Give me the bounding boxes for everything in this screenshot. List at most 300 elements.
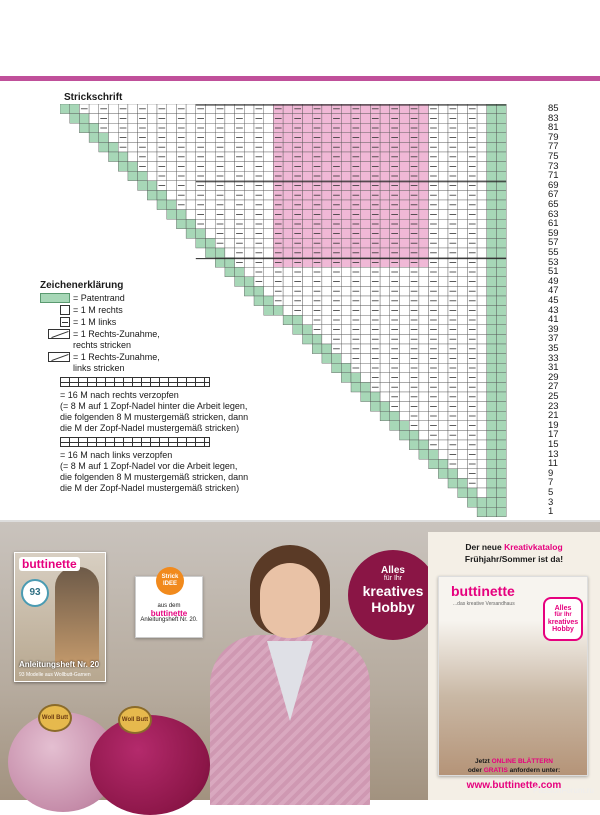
chart-cell <box>458 162 468 172</box>
chart-cell <box>458 229 468 239</box>
chart-cell <box>167 171 177 181</box>
chart-cell <box>361 277 371 287</box>
chart-cell <box>167 210 177 220</box>
chart-cell <box>303 277 313 287</box>
chart-cell <box>497 478 507 488</box>
chart-title: Strickschrift <box>64 92 123 103</box>
chart-cell <box>458 171 468 181</box>
chart-cell <box>283 200 293 210</box>
legend <box>40 280 270 494</box>
chart-cell <box>400 402 410 412</box>
row-number: 27 <box>548 381 559 393</box>
row-number: 35 <box>548 343 559 354</box>
chart-cell <box>487 450 497 460</box>
chart-cell <box>477 498 487 508</box>
chart-cell <box>419 190 429 200</box>
chart-cell <box>89 123 99 133</box>
green-stitches-icon <box>40 293 70 303</box>
chart-cell <box>438 123 448 133</box>
chart-cell <box>477 315 487 325</box>
chart-cell <box>487 373 497 383</box>
chart-cell <box>380 162 390 172</box>
chart-cell <box>497 210 507 220</box>
chart-cell <box>244 248 254 258</box>
chart-cell <box>264 123 274 133</box>
chart-cell <box>438 296 448 306</box>
chart-cell <box>225 229 235 239</box>
chart-cell <box>477 306 487 316</box>
chart-cell <box>400 267 410 277</box>
chart-cell <box>497 430 507 440</box>
chart-cell <box>322 306 332 316</box>
chart-cell <box>458 354 468 364</box>
chart-cell <box>380 229 390 239</box>
cable-left-icon <box>60 437 210 447</box>
row-number: 15 <box>548 439 559 450</box>
chart-cell <box>429 450 439 460</box>
chart-cell <box>477 402 487 412</box>
row-number: 73 <box>548 160 559 172</box>
chart-cell <box>477 363 487 373</box>
chart-cell <box>303 229 313 239</box>
chart-cell <box>497 411 507 421</box>
chart-cell <box>477 392 487 402</box>
chart-cell <box>438 402 448 412</box>
chart-cell <box>438 440 448 450</box>
chart-cell <box>487 507 497 517</box>
chart-cell <box>497 114 507 124</box>
chart-cell <box>438 363 448 373</box>
chart-cell <box>380 363 390 373</box>
magazine-brand: buttinette <box>19 557 80 571</box>
chart-cell <box>283 238 293 248</box>
chart-cell <box>341 248 351 258</box>
chart-cell <box>477 267 487 277</box>
chart-cell <box>497 507 507 517</box>
chart-cell <box>128 114 138 124</box>
chart-cell <box>380 354 390 364</box>
chart-cell <box>312 344 322 354</box>
chart-cell <box>322 286 332 296</box>
chart-cell <box>497 123 507 133</box>
chart-cell <box>70 104 80 114</box>
chart-cell <box>322 219 332 229</box>
chart-cell <box>147 133 157 143</box>
chart-cell <box>477 238 487 248</box>
row-number: 57 <box>548 237 559 249</box>
chart-cell <box>186 200 196 210</box>
chart-cell <box>477 411 487 421</box>
chart-cell <box>477 450 487 460</box>
chart-cell <box>477 430 487 440</box>
chart-cell <box>147 114 157 124</box>
chart-cell <box>400 306 410 316</box>
chart-cell <box>341 162 351 172</box>
chart-cell <box>487 296 497 306</box>
legend-title: Zeichenerklärung <box>40 280 124 291</box>
chart-cell <box>361 354 371 364</box>
chart-cell <box>438 450 448 460</box>
chart-cell <box>283 306 293 316</box>
chart-cell <box>380 325 390 335</box>
chart-cell <box>487 190 497 200</box>
chart-cell <box>477 162 487 172</box>
chart-cell <box>448 469 458 479</box>
chart-cell <box>283 123 293 133</box>
chart-cell <box>303 210 313 220</box>
chart-cell <box>196 238 206 248</box>
chart-cell <box>225 142 235 152</box>
chart-cell <box>409 430 419 440</box>
chart-cell <box>341 152 351 162</box>
chart-cell <box>186 162 196 172</box>
chart-cell <box>341 171 351 181</box>
chart-cell <box>361 114 371 124</box>
chart-cell <box>312 334 322 344</box>
chart-cell <box>497 392 507 402</box>
chart-cell <box>380 402 390 412</box>
chart-cell <box>497 142 507 152</box>
chart-cell <box>206 219 216 229</box>
chart-cell <box>303 171 313 181</box>
row-number: 3 <box>548 496 554 508</box>
chart-cell <box>264 114 274 124</box>
chart-cell <box>225 123 235 133</box>
chart-cell <box>147 104 157 114</box>
chart-cell <box>283 277 293 287</box>
chart-cell <box>419 267 429 277</box>
chart-cell <box>477 459 487 469</box>
chart-cell <box>186 114 196 124</box>
chart-cell <box>400 277 410 287</box>
catalog-url-link[interactable]: www.buttinette.com <box>466 780 562 791</box>
chart-cell <box>458 382 468 392</box>
chart-cell <box>400 392 410 402</box>
legend-item-links: = 1 M links <box>60 317 270 328</box>
chart-cell <box>419 392 429 402</box>
chart-cell <box>341 373 351 383</box>
chart-cell <box>477 334 487 344</box>
chart-cell <box>438 171 448 181</box>
chart-cell <box>438 162 448 172</box>
chart-cell <box>497 277 507 287</box>
chart-cell <box>351 382 361 392</box>
chart-cell <box>244 210 254 220</box>
chart-cell <box>400 190 410 200</box>
chart-cell <box>487 440 497 450</box>
legend-item-cable-right: = 16 M nach rechts verzopfen (= 8 M auf 1 Zopf-Nadel hinter die Arbeit legen, die folgenden 8 M mustergemäß stricken, dann die M der Zopf-Nadel mustergemäß stricken) <box>60 377 270 434</box>
row-number: 9 <box>548 467 554 479</box>
row-number: 5 <box>548 487 554 498</box>
increase-left-icon <box>48 352 70 362</box>
yarn-label-icon: Woll Butt <box>38 704 72 732</box>
chart-cell <box>419 142 429 152</box>
chart-cell <box>487 286 497 296</box>
chart-cell <box>458 478 468 488</box>
chart-cell <box>400 152 410 162</box>
chart-cell <box>487 114 497 124</box>
yarn-ball-berry <box>90 715 210 815</box>
chart-cell <box>497 498 507 508</box>
chart-cell <box>264 229 274 239</box>
chart-cell <box>487 430 497 440</box>
chart-cell <box>487 306 497 316</box>
chart-cell <box>361 210 371 220</box>
chart-cell <box>341 334 351 344</box>
chart-cell <box>186 229 196 239</box>
chart-cell <box>341 344 351 354</box>
chart-cell <box>147 190 157 200</box>
chart-cell <box>206 200 216 210</box>
chart-cell <box>303 315 313 325</box>
chart-cell <box>128 152 138 162</box>
magazine-subtitle: 93 Modelle aus Wollbutt-Garnen <box>19 672 91 678</box>
chart-cell <box>244 267 254 277</box>
chart-cell <box>264 200 274 210</box>
chart-cell <box>89 133 99 143</box>
chart-cell <box>477 200 487 210</box>
chart-cell <box>487 210 497 220</box>
chart-cell <box>283 171 293 181</box>
model-count-badge: 93 <box>21 579 49 607</box>
chart-cell <box>244 152 254 162</box>
chart-cell <box>458 315 468 325</box>
chart-cell <box>487 162 497 172</box>
chart-cell <box>458 363 468 373</box>
chart-cell <box>438 373 448 383</box>
chart-cell <box>380 114 390 124</box>
chart-cell <box>497 459 507 469</box>
chart-cell <box>477 114 487 124</box>
chart-cell <box>186 123 196 133</box>
chart-cell <box>400 133 410 143</box>
chart-cell <box>322 325 332 335</box>
chart-cell <box>167 200 177 210</box>
chart-cell <box>244 190 254 200</box>
row-number: 69 <box>548 179 559 191</box>
chart-cell <box>438 210 448 220</box>
row-number: 59 <box>548 227 559 239</box>
chart-cell <box>419 219 429 229</box>
chart-cell <box>322 238 332 248</box>
chart-cell <box>283 190 293 200</box>
chart-cell <box>419 296 429 306</box>
chart-cell <box>322 171 332 181</box>
chart-cell <box>283 142 293 152</box>
chart-cell <box>497 402 507 412</box>
chart-cell <box>70 114 80 124</box>
chart-cell <box>458 238 468 248</box>
chart-cell <box>244 238 254 248</box>
chart-cell <box>244 114 254 124</box>
chart-cell <box>487 142 497 152</box>
row-number: 63 <box>548 208 559 220</box>
chart-cell <box>400 238 410 248</box>
chart-cell <box>167 152 177 162</box>
chart-cell <box>497 152 507 162</box>
chart-cell <box>380 296 390 306</box>
chart-cell <box>225 267 235 277</box>
chart-cell <box>438 421 448 431</box>
chart-cell <box>206 142 216 152</box>
chart-cell <box>438 354 448 364</box>
chart-cell <box>467 498 477 508</box>
chart-cell <box>341 190 351 200</box>
chart-cell <box>167 142 177 152</box>
chart-cell <box>109 142 119 152</box>
chart-cell <box>400 219 410 229</box>
row-number: 67 <box>548 189 559 201</box>
row-number: 43 <box>548 304 559 316</box>
chart-cell <box>118 152 128 162</box>
chart-cell <box>497 469 507 479</box>
idee-tag: Strick IDEE <box>156 567 184 595</box>
chart-cell <box>400 210 410 220</box>
chart-cell <box>186 210 196 220</box>
chart-cell <box>400 382 410 392</box>
chart-cell <box>438 238 448 248</box>
chart-cell <box>380 277 390 287</box>
chart-cell <box>264 267 274 277</box>
chart-cell <box>322 200 332 210</box>
chart-cell <box>186 181 196 191</box>
chart-cell <box>487 402 497 412</box>
chart-cell <box>458 248 468 258</box>
chart-cell <box>283 219 293 229</box>
chart-cell <box>361 133 371 143</box>
chart-cell <box>458 488 468 498</box>
chart-cell <box>167 104 177 114</box>
row-number: 81 <box>548 122 559 134</box>
chart-cell <box>303 296 313 306</box>
chart-cell <box>419 123 429 133</box>
chart-cell <box>361 238 371 248</box>
chart-cell <box>458 142 468 152</box>
chart-cell <box>477 210 487 220</box>
chart-cell <box>244 200 254 210</box>
chart-cell <box>303 162 313 172</box>
chart-cell <box>497 421 507 431</box>
chart-cell <box>186 219 196 229</box>
chart-cell <box>458 210 468 220</box>
chart-cell <box>147 152 157 162</box>
chart-cell <box>351 373 361 383</box>
chart-cell <box>458 450 468 460</box>
chart-cell <box>438 219 448 229</box>
chart-cell <box>167 123 177 133</box>
chart-cell <box>497 190 507 200</box>
chart-cell <box>303 200 313 210</box>
watermark: PassionForum.ru <box>533 786 594 795</box>
chart-cell <box>380 200 390 210</box>
chart-cell <box>400 344 410 354</box>
chart-cell <box>458 123 468 133</box>
chart-cell <box>438 430 448 440</box>
row-number: 47 <box>548 285 559 297</box>
chart-cell <box>322 315 332 325</box>
chart-cell <box>109 123 119 133</box>
chart-cell <box>400 229 410 239</box>
chart-cell <box>244 142 254 152</box>
chart-cell <box>477 440 487 450</box>
chart-cell <box>487 171 497 181</box>
chart-cell <box>497 488 507 498</box>
chart-cell <box>458 392 468 402</box>
chart-cell <box>458 411 468 421</box>
chart-cell <box>419 133 429 143</box>
chart-cell <box>283 267 293 277</box>
chart-cell <box>361 123 371 133</box>
chart-cell <box>332 354 342 364</box>
chart-cell <box>400 411 410 421</box>
chart-cell <box>477 344 487 354</box>
chart-cell <box>458 440 468 450</box>
chart-cell <box>283 286 293 296</box>
chart-cell <box>419 200 429 210</box>
chart-cell <box>303 248 313 258</box>
chart-cell <box>322 142 332 152</box>
chart-cell <box>487 392 497 402</box>
chart-cell <box>109 152 119 162</box>
chart-cell <box>458 325 468 335</box>
chart-cell <box>341 277 351 287</box>
chart-cell <box>438 229 448 239</box>
chart-cell <box>419 315 429 325</box>
catalog-promo: Der neue Kreativkatalog Frühjahr/Sommer ist da! buttinette ...das kreative Versandhaus Alles für Ihr kreatives Hobby Jetzt ONLINE BLÄTTERN oder GRATIS anfordern unter: www.buttinette.com <box>428 532 600 800</box>
chart-cell <box>147 142 157 152</box>
chart-cell <box>438 267 448 277</box>
chart-cell <box>419 411 429 421</box>
chart-cell <box>487 325 497 335</box>
chart-cell <box>167 133 177 143</box>
chart-cell <box>264 190 274 200</box>
chart-cell <box>477 248 487 258</box>
row-number: 61 <box>548 218 559 230</box>
chart-cell <box>380 334 390 344</box>
chart-cell <box>497 354 507 364</box>
chart-cell <box>303 306 313 316</box>
chart-cell <box>283 152 293 162</box>
chart-cell <box>206 152 216 162</box>
cable-right-icon <box>60 377 210 387</box>
chart-cell <box>438 248 448 258</box>
chart-cell <box>477 488 487 498</box>
chart-cell <box>477 421 487 431</box>
chart-cell <box>264 238 274 248</box>
chart-cell <box>438 344 448 354</box>
chart-cell <box>487 344 497 354</box>
chart-cell <box>283 114 293 124</box>
chart-cell <box>225 248 235 258</box>
row-number: 45 <box>548 295 559 306</box>
chart-cell <box>322 190 332 200</box>
chart-cell <box>186 142 196 152</box>
chart-cell <box>303 219 313 229</box>
chart-cell <box>147 123 157 133</box>
chart-cell <box>438 334 448 344</box>
chart-cell <box>303 190 313 200</box>
chart-cell <box>400 334 410 344</box>
chart-cell <box>225 219 235 229</box>
chart-cell <box>361 229 371 239</box>
chart-cell <box>303 334 313 344</box>
chart-cell <box>322 334 332 344</box>
chart-cell <box>497 219 507 229</box>
chart-cell <box>477 507 487 517</box>
chart-cell <box>487 123 497 133</box>
chart-cell <box>487 248 497 258</box>
chart-cell <box>458 152 468 162</box>
